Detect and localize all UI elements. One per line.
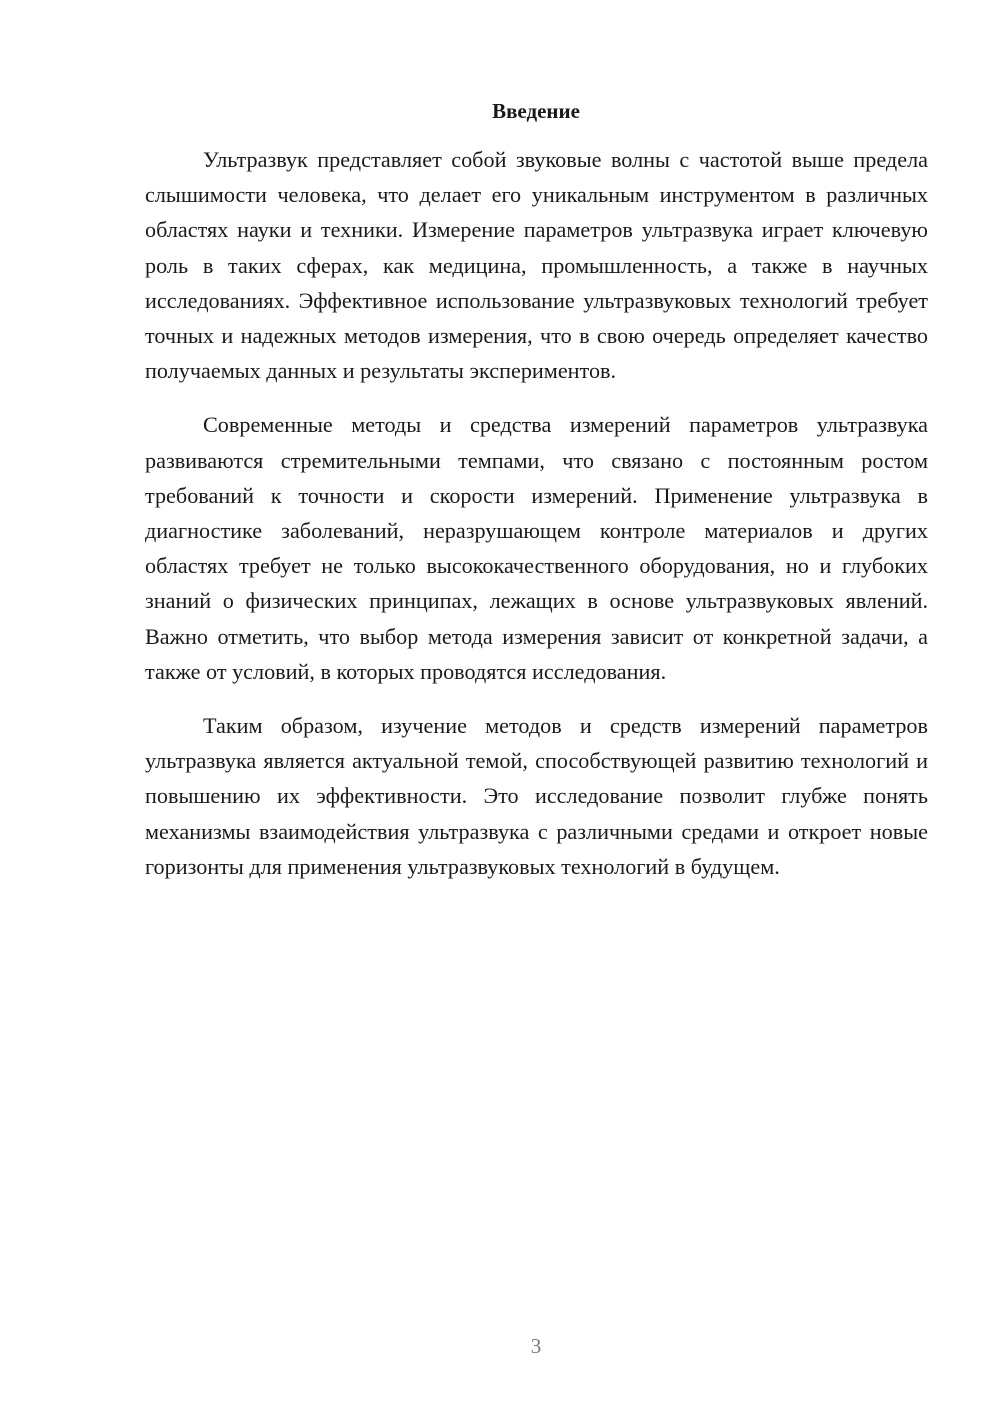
paragraph-methods: Современные методы и средства измерений параметров ультразвука развиваются стремительными темпами, что связано с постоянным ростом требований к точности и скорости измерений. Применение ультразвука в диагностике заболеваний, неразрушающем контроле материалов и других областях требует не только высококачественного оборудования, но и глубоких знаний о физических принципах, лежащих в основе ультразвуковых явлений. Важно отметить, что выбор метода измерения зависит от конкретной задачи, а также от условий, в которых проводятся исследования. — [145, 412, 928, 684]
paragraph-conclusion: Таким образом, изучение методов и средств измерений параметров ультразвука является актуальной темой, способствующей развитию технологий и повышению их эффективности. Это исследование позволит глубже понять механизмы взаимодействия ультразвука с различными средами и откроет новые горизонты для применения ультразвуковых технологий в будущем. — [145, 713, 928, 879]
page-number: 3 — [530, 1334, 542, 1358]
page-title: Введение — [492, 99, 580, 123]
body-text — [145, 142, 928, 903]
paragraph-intro: Ультразвук представляет собой звуковые волны с частотой выше предела слышимости человека, что делает его уникальным инструментом в различных областях науки и техники. Измерение параметров ультразвука играет ключевую роль в таких сферах, как медицина, промышленность, а также в научных исследованиях. Эффективное использование ультразвуковых технологий требует точных и надежных методов измерения, что в свою очередь определяет качество получаемых данных и результаты экспериментов. — [145, 147, 928, 384]
